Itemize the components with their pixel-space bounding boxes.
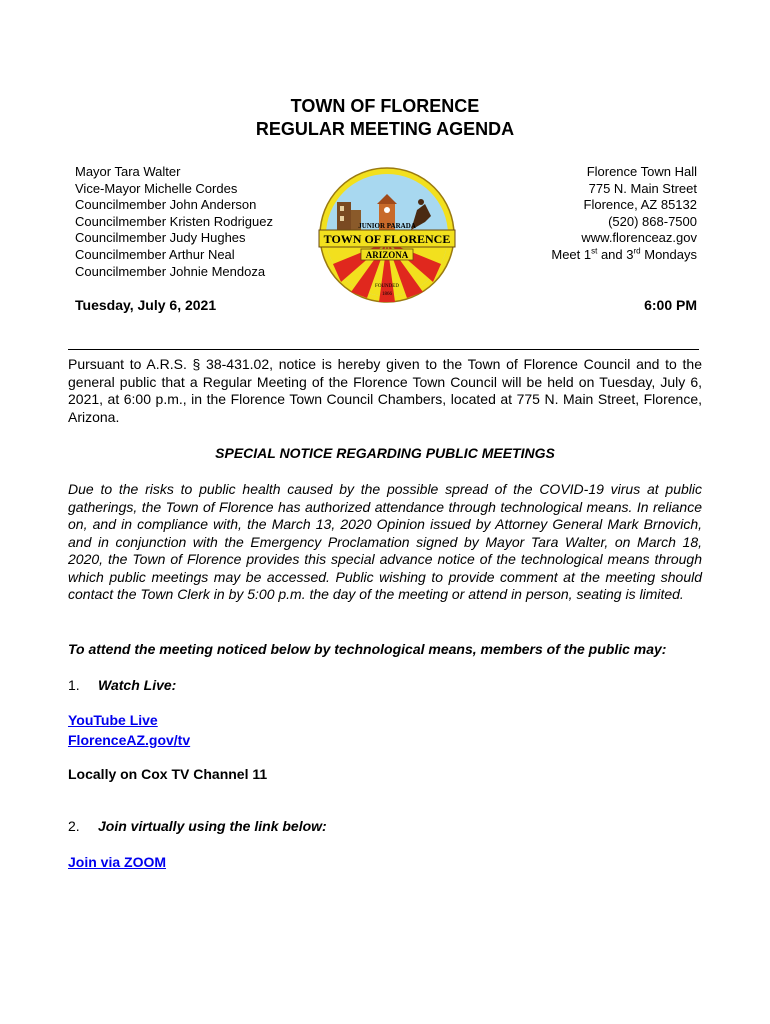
page-subtitle: REGULAR MEETING AGENDA (255, 119, 515, 139)
header-divider (68, 349, 699, 350)
attend-heading: To attend the meeting noticed below by technological means, members of the public may: (68, 641, 667, 657)
florence-tv-link[interactable]: FlorenceAZ.gov/tv (68, 732, 191, 748)
cox-channel-text: Locally on Cox TV Channel 11 (68, 766, 268, 782)
meeting-time: 6:00 PM (644, 297, 697, 313)
council-member: Councilmember John Anderson (75, 197, 257, 213)
youtube-live-link[interactable]: YouTube Live (68, 712, 158, 728)
hall-phone: (520) 868-7500 (608, 213, 697, 229)
page-title: TOWN OF FLORENCE (290, 96, 480, 116)
hall-website: www.florenceaz.gov (581, 230, 697, 246)
council-member: Councilmember Judy Hughes (75, 230, 246, 246)
option-number: 2. (68, 818, 80, 834)
zoom-link[interactable]: Join via ZOOM (68, 854, 167, 870)
special-notice-heading: SPECIAL NOTICE REGARDING PUBLIC MEETINGS (215, 445, 555, 461)
option-label: Watch Live: (98, 677, 177, 693)
intro-paragraph: Pursuant to A.R.S. § 38-431.02, notice is hereby given to the Town of Florence Council and to the general public that a Regular Meeting of the Florence Town Council will be held on Tuesday, July 6, 2021, at 6:00 p.m., in the Florence Town Council Chambers, located at 775 N. Main Street, Florence, Arizona. (68, 356, 702, 425)
council-member: Councilmember Kristen Rodriguez (75, 213, 273, 229)
hall-name: Florence Town Hall (586, 164, 697, 179)
option-label: Join virtually using the link below: (98, 818, 327, 834)
council-member: Mayor Tara Walter (75, 164, 181, 179)
meeting-schedule: Meet 1st and 3rd Mondays (551, 246, 697, 262)
town-hall-info (551, 164, 697, 264)
option-watch-live (68, 677, 176, 693)
option-number: 1. (68, 677, 80, 693)
meeting-date: Tuesday, July 6, 2021 (75, 297, 217, 313)
hall-city: Florence, AZ 85132 (583, 197, 697, 213)
hall-street: 775 N. Main Street (588, 180, 697, 196)
seal-banner-main: TOWN OF FLORENCE (323, 232, 451, 246)
council-list (75, 164, 273, 280)
council-member: Councilmember Johnie Mendoza (75, 263, 266, 279)
seal-founded-year: 1866 (382, 292, 392, 297)
town-seal-logo (313, 164, 461, 306)
seal-banner-small: JUNIOR PARADA (358, 222, 416, 230)
option-join-virtually (68, 818, 327, 834)
seal-founded-label: FOUNDED (375, 284, 399, 289)
council-member: Vice-Mayor Michelle Cordes (75, 180, 238, 196)
seal-banner-state: ARIZONA (365, 250, 409, 260)
council-member: Councilmember Arthur Neal (75, 246, 235, 262)
special-notice-body: Due to the risks to public health caused by the possible spread of the COVID-19 virus at public gatherings, the Town of Florence has authorized attendance through technological means. In reliance on, and in compliance with, the March 13, 2020 Opinion issued by Attorney General Mark Brnovich, and in conjunction with the Emergency Proclamation signed by Mayor Tara Walter, on March 18, 2020, the Town of Florence provides this special advance notice of the technological means through which public meetings may be accessed. Public wishing to provide comment at the meeting should contact the Town Clerk in by 5:00 p.m. the day of the meeting or attend in person, seating is limited. (68, 481, 702, 602)
